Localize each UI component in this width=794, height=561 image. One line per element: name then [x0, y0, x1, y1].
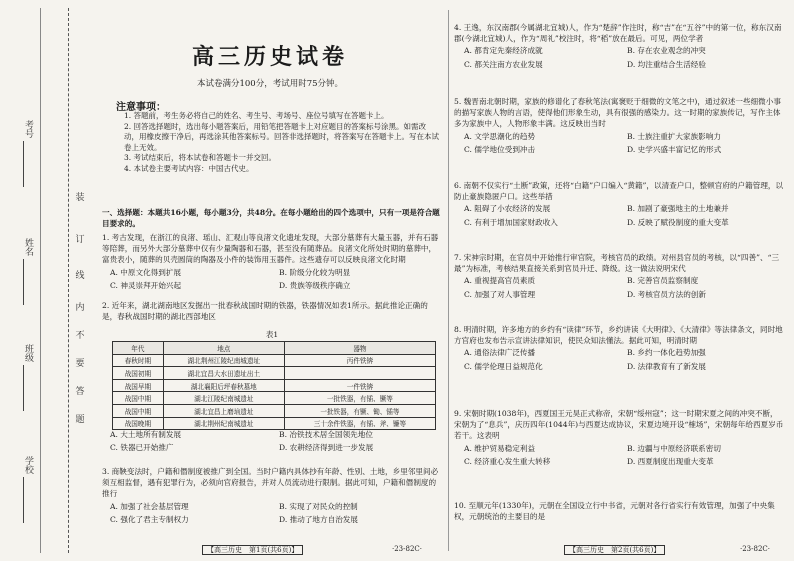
option-b: B. 冶铁技术居全国领先地位	[279, 430, 373, 439]
question-stem: 5. 魏晋南北朝时期，家族的修谱化了春秋笔法(寓褒贬于细微的文笔之中)，通过叙述一些细微小事的描写家族人物的言语，使得他们形象生动，具有很强的感染力。这一时期的家族传记，写作主体多为家族中人，人物形象丰满。这反映出当时	[454, 97, 781, 129]
table-cell: 战国晚期	[113, 417, 164, 430]
question-stem: 7. 宋神宗时期，在官员中开始推行审官院，考核官员的政绩。对州县官员的考核，以“四善”、“三最”为标准，考核结果直接关系到官员升迁、降级。这一做法说明宋代	[454, 253, 780, 274]
exam-info: 本试卷满分100分，考试用时75分钟。	[196, 79, 344, 89]
note-item: 1. 答题前，考生务必将自己的姓名、考生号、考场号、座位号填写在答题卡上。	[124, 111, 389, 120]
option-d: D. 推动了地方自治发展	[279, 514, 358, 524]
question-1	[102, 232, 442, 291]
question-8	[454, 324, 784, 372]
question-3	[102, 466, 442, 525]
table-row	[113, 392, 436, 405]
question-5	[454, 96, 784, 155]
question-6	[454, 180, 784, 228]
page-footer-code: ·23-82C·	[392, 545, 422, 553]
option-c: C. 强化了君主专制权力	[110, 514, 189, 524]
table-row	[113, 404, 436, 417]
option-d: D. 西夏制度出现重大变革	[627, 456, 714, 466]
table-cell: 战国初期	[113, 367, 164, 380]
option-d: D. 贵族等级秩序确立	[279, 280, 351, 290]
options	[464, 275, 784, 299]
option-b: B. 边疆与中原经济联系密切	[627, 443, 721, 453]
table-cell: 一件铁锛	[284, 379, 435, 392]
option-c: C. 有利于增加国家财政收入	[464, 217, 558, 227]
name-field: 姓名	[22, 238, 35, 305]
option-b: B. 乡约一体化趋势加强	[627, 348, 706, 358]
option-c: C. 加强了对人事管理	[464, 289, 536, 299]
option-b: B. 存在农业观念的冲突	[627, 46, 706, 56]
table-header: 器物	[284, 342, 435, 355]
question-stem: 3. 商鞅变法时，户籍和僭制度被推广到全国。当时户籍内具体抄有年龄、性别、土地，乡里邻里间必须互相监督，遇有犯罪行为，必须向官府报告，并对人员流动进行限制。据此可知，户籍和僭制度的推行	[102, 467, 439, 499]
exam-no-field: 考号	[22, 120, 35, 187]
options	[464, 131, 784, 155]
option-a: A. 文学思潮化的趋势	[464, 131, 536, 141]
option-c: C. 神灵崇拜开始兴起	[110, 280, 182, 290]
option-d: D. 考核官员方法的创新	[627, 289, 706, 299]
option-a: A. 重视提高官员素质	[464, 276, 536, 286]
question-stem: 4. 王逸，东汉南郡(今属湖北宜城)人，作为“楚辞”作注时，称“吉”在“五谷”中的第一位，称东汉南郡(今湖北宜城)人，作为“周礼”校注时，将“稻”放在最后。可见，两位学者	[454, 23, 782, 44]
table-cell: 一批铁器，有锸、镢等	[284, 392, 435, 405]
question-stem: 9. 宋朝时期(1038年)，西夏国王元昊正式称帝，宋朝“绥州寇”；这一时期宋夏之间的冲突不断，宋朝为了“息兵”，庆历四年(1044年)与西夏达成协议，宋夏边境开设“榷场”，宋朝每年给西夏岁币若干。这表明	[454, 409, 784, 441]
table-cell: 战国中期	[113, 392, 164, 405]
note-item: 2. 回答选择题时，选出每小题答案后，用铅笔把答题卡上对应题目的答案标号涂黑。如需改动，用橡皮擦干净后，再选涂其他答案标号。回答非选择题时，将答案写在答题卡上。写在本试卷上无效。	[124, 121, 439, 152]
seal-char: 答	[72, 384, 88, 397]
table-cell: 丙件铁锛	[284, 354, 435, 367]
table-cell: 一批铁器，有镢、锄、锸等	[284, 404, 435, 417]
table-row	[113, 354, 436, 367]
option-c: C. 儒学地位受到冲击	[464, 144, 536, 154]
binding-line	[40, 8, 41, 553]
table-header: 地点	[163, 342, 284, 355]
option-c: C. 铁器已开始推广	[110, 443, 174, 453]
table-cell: 战国中期	[113, 404, 164, 417]
notes-list	[124, 111, 440, 174]
seal-char: 线	[72, 268, 88, 281]
option-d: D. 史学兴盛丰富记忆的形式	[627, 144, 722, 154]
question-stem: 6. 南朝不仅实行“土断”政策，还将“白籍”户口编入“黄籍”，以清查户口，整顿官府的户籍管理，以防止豪族隐匿户口。这些举措	[454, 181, 784, 202]
question-stem: 2. 近年来，湖北湖南地区发掘出一批春秋战国时期的铁器，铁器情况如表1所示。据此推论正确的是，春秋战国时期的湖北西部地区	[102, 301, 428, 322]
seal-char: 要	[72, 356, 88, 369]
school-field: 学校	[22, 456, 35, 523]
option-b: B. 实现了对民众的控制	[279, 501, 358, 511]
seal-char: 订	[72, 232, 88, 245]
option-d: D. 农耕经济得到进一步发展	[279, 443, 374, 453]
table-cell: 湖北襄阳后坪春秋墓地	[163, 379, 284, 392]
options	[464, 203, 784, 227]
table-cell: 湖北宜昌大水田遗址出土	[163, 367, 284, 380]
binding-margin	[0, 0, 92, 561]
question-stem: 1. 考古发现，在浙江的良渚、瑶山、汇观山等良渚文化遗址发现，大部分墓葬有大量玉器，并有石器等陪葬，而另外大部分墓葬中仅有少量陶器和石器，甚至没有随葬品。良渚文化所处时期的墓葬中，富贵表小，随葬的贝壳圆筒的陶器及小件的装饰用玉器件。这些遗存可以反映良渚文化时期	[102, 233, 439, 265]
table-header-row	[113, 342, 436, 355]
question-2-options	[102, 428, 442, 453]
option-a: A. 都肯定先秦经济成就	[464, 46, 543, 56]
table-row	[113, 379, 436, 392]
options	[110, 429, 442, 453]
table-title: 表1	[265, 330, 279, 339]
options	[110, 501, 442, 525]
option-a: A. 大土地所有制发展	[110, 430, 182, 439]
options	[464, 443, 784, 467]
question-9	[454, 408, 784, 467]
table-cell	[284, 367, 435, 380]
question-7	[454, 252, 784, 300]
options	[110, 267, 442, 291]
option-c: C. 经济重心发生重大转移	[464, 456, 551, 466]
artifact-table	[112, 341, 436, 430]
table-cell: 湖北荆州江陵纪南城遗址	[163, 354, 284, 367]
option-a: A. 加强了社会基层管理	[110, 501, 189, 511]
note-item: 4. 本试卷主要考试内容：中国古代史。	[124, 163, 254, 173]
page-footer-code: ·23-82C·	[740, 545, 770, 553]
seal-char: 装	[72, 190, 88, 203]
option-a: A. 中原文化得到扩展	[110, 267, 182, 277]
question-stem: 10. 至顺元年(1330年)，元朝在全国设立行中书省，元朝对各行省实行有效管理，加强了中央集权，元朝统治的主要目的是	[454, 501, 775, 522]
options	[464, 45, 784, 69]
table-cell: 湖北荆州纪南城遗址	[163, 417, 284, 430]
question-10	[454, 500, 784, 522]
table-cell: 湖北江陵纪南城遗址	[163, 392, 284, 405]
option-b: B. 士族注重扩大家族影响力	[627, 131, 721, 141]
question-4	[454, 22, 784, 70]
option-a: A. 阻碍了小农经济的发展	[464, 204, 551, 214]
seal-dashed-line	[68, 8, 69, 553]
seal-char: 题	[72, 412, 88, 425]
seal-char: 不	[72, 328, 88, 341]
seal-char: 内	[72, 300, 88, 313]
option-d: D. 反映了赋役制度的重大变革	[627, 217, 729, 227]
option-a: A. 通俗法律广泛传播	[464, 348, 536, 358]
table-row	[113, 367, 436, 380]
left-page	[92, 0, 448, 561]
option-c: C. 都关注南方农业发展	[464, 59, 543, 69]
table-header: 年代	[113, 342, 164, 355]
options	[464, 347, 784, 371]
option-b: B. 完善官员监察制度	[627, 276, 699, 286]
table-cell: 春秋时期	[113, 354, 164, 367]
table-cell: 战国早期	[113, 379, 164, 392]
option-b: B. 加剧了豪强地主的土地兼并	[627, 204, 729, 214]
option-d: D. 均注重结合生活经验	[627, 59, 706, 69]
class-field: 班级	[22, 344, 35, 411]
table-cell: 三十余件铁器，有锸、斧、镰等	[284, 417, 435, 430]
table-cell: 湖北宜昌上磨垴遗址	[163, 404, 284, 417]
notes-heading: 注意事项：	[116, 102, 166, 113]
question-2	[102, 300, 442, 322]
option-a: A. 维护贸易稳定利益	[464, 443, 536, 453]
question-stem: 8. 明清时期，许多地方的乡约有“读律”环节，乡约讲读《大明律》、《大清律》等法律条文，同时地方官府也发布告示宣讲法律知识，使民众知法懂法。据此可知，明清时期	[454, 325, 783, 346]
option-c: C. 儒学伦理日益规范化	[464, 361, 543, 371]
page-title: 高三历史试卷	[191, 44, 348, 70]
page-footer-label: 【高三历史 第1页(共6页)】	[202, 545, 303, 555]
page-footer-label: 【高三历史 第2页(共6页)】	[564, 545, 665, 555]
option-d: D. 法律教育有了新发展	[627, 361, 706, 371]
option-b: B. 阶级分化较为明显	[279, 267, 351, 277]
section-heading: 一、选择题：本题共16小题，每小题3分，共48分。在每小题给出的四个选项中，只有一项是符合题目要求的。	[102, 208, 440, 228]
right-page	[448, 0, 788, 561]
note-item: 3. 考试结束后，将本试卷和答题卡一并交回。	[124, 153, 277, 162]
